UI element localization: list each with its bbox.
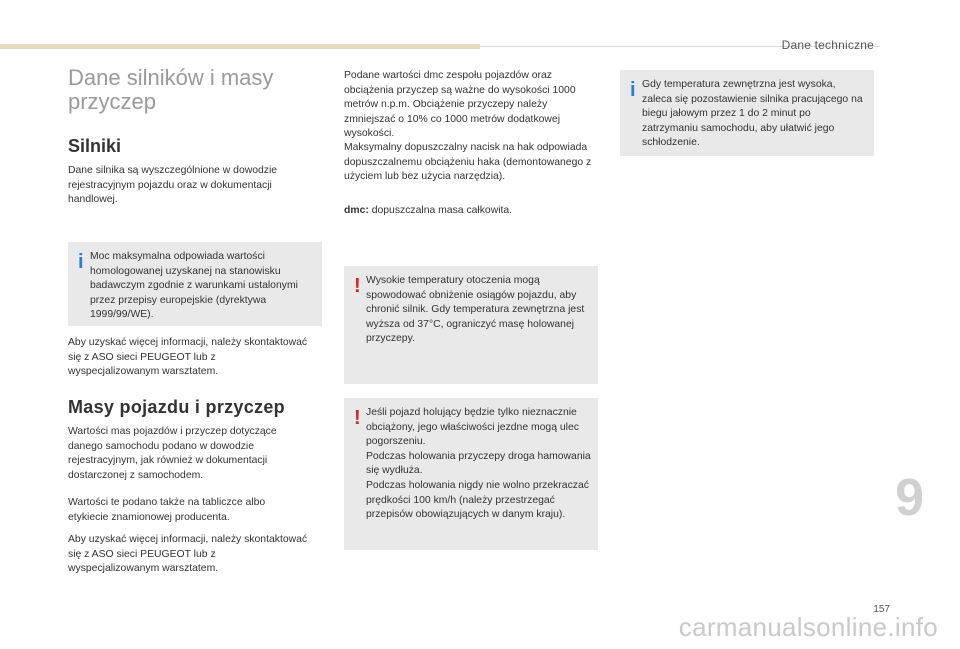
middle-p1: Podane wartości dmc zespołu pojazdów oraz obciążenia przyczep są ważne do wysokości 1000 metrów n.p.m. Obciążenie przyczepy należy zmniejszać o 10% co 1000 metrów dodatkowej wysokości.	[344, 70, 576, 140]
masy-p1: Wartości mas pojazdów i przyczep dotyczące danego samochodu podano w dowodzie rejestracyjnym, jak również w dokumentacji dostarczonej z samochodem.	[68, 426, 277, 481]
info-icon: i	[630, 79, 636, 101]
page-title: Dane silników i masy przyczep	[68, 65, 274, 114]
dmc-definition	[344, 204, 594, 219]
info-box-idle	[620, 70, 874, 156]
silniki-more-info: Aby uzyskać więcej informacji, należy skontaktować się z ASO sieci PEUGEOT lub z wyspecjalizowanym warsztatem.	[68, 337, 308, 378]
dmc-label: dmc:	[344, 205, 369, 216]
masy-p2: Wartości te podano także na tabliczce albo etykiecie znamionowej producenta.	[68, 497, 266, 523]
info-icon: i	[78, 251, 84, 273]
section-header: Dane techniczne	[781, 38, 874, 52]
warning-box-temperature-text: Wysokie temperatury otoczenia mogą spowodować obniżenie osiągów pojazdu, aby chronić silnik. Gdy temperatura zewnętrzna jest wyższa od 37°C, ograniczyć masę holowanej przyczepy.	[366, 275, 585, 345]
dmc-text: dopuszczalna masa całkowita.	[368, 205, 513, 216]
warning-towing-line-1: Jeśli pojazd holujący będzie tylko nieznacznie obciążony, jego właściwości jezdne mogą ulec pogorszeniu.	[366, 407, 579, 448]
silniki-intro: Dane silnika są wyszczególnione w dowodzie rejestracyjnym pojazdu oraz w dokumentacji handlowej.	[68, 165, 278, 206]
warning-box-towing-text	[366, 406, 594, 523]
heading-masy: Masy pojazdu i przyczep	[68, 397, 285, 417]
middle-p2: Maksymalny dopuszczalny nacisk na hak odpowiada dopuszczalnemu obciążeniu haka (demontowanego z użyciem lub bez użycia narzędzia).	[344, 142, 592, 183]
warning-towing-line-3: Podczas holowania nigdy nie wolno przekraczać prędkości 100 km/h (należy przestrzegać przepisów obowiązujących w danym kraju).	[366, 479, 589, 521]
warning-box-temperature	[344, 266, 598, 384]
warning-towing-line-2: Podczas holowania przyczepy droga hamowania się wydłuża.	[366, 450, 591, 477]
top-accent-bar	[0, 44, 480, 49]
info-box-idle-text: Gdy temperatura zewnętrzna jest wysoka, zaleca się pozostawienie silnika pracującego na biegu jałowym przez 1 do 2 minut po zatrzymaniu samochodu, aby ułatwić jego schłodzenie.	[642, 79, 863, 149]
chapter-number: 9	[895, 469, 924, 527]
watermark: carmanualsonline.info	[678, 612, 938, 642]
warning-icon: !	[354, 275, 361, 297]
warning-box-towing	[344, 398, 598, 550]
page-number: 157	[873, 604, 890, 615]
heading-silniki: Silniki	[68, 136, 122, 156]
masy-p3: Aby uzyskać więcej informacji, należy skontaktować się z ASO sieci PEUGEOT lub z wyspecjalizowanym warsztatem.	[68, 534, 308, 575]
info-box-power-text: Moc maksymalna odpowiada wartości homologowanej uzyskanej na stanowisku badawczym zgodnie z warunkami ustalonymi przez przepisy europejskie (dyrektywa 1999/99/WE).	[90, 251, 298, 321]
info-box-power	[68, 242, 322, 326]
warning-icon: !	[354, 407, 361, 429]
